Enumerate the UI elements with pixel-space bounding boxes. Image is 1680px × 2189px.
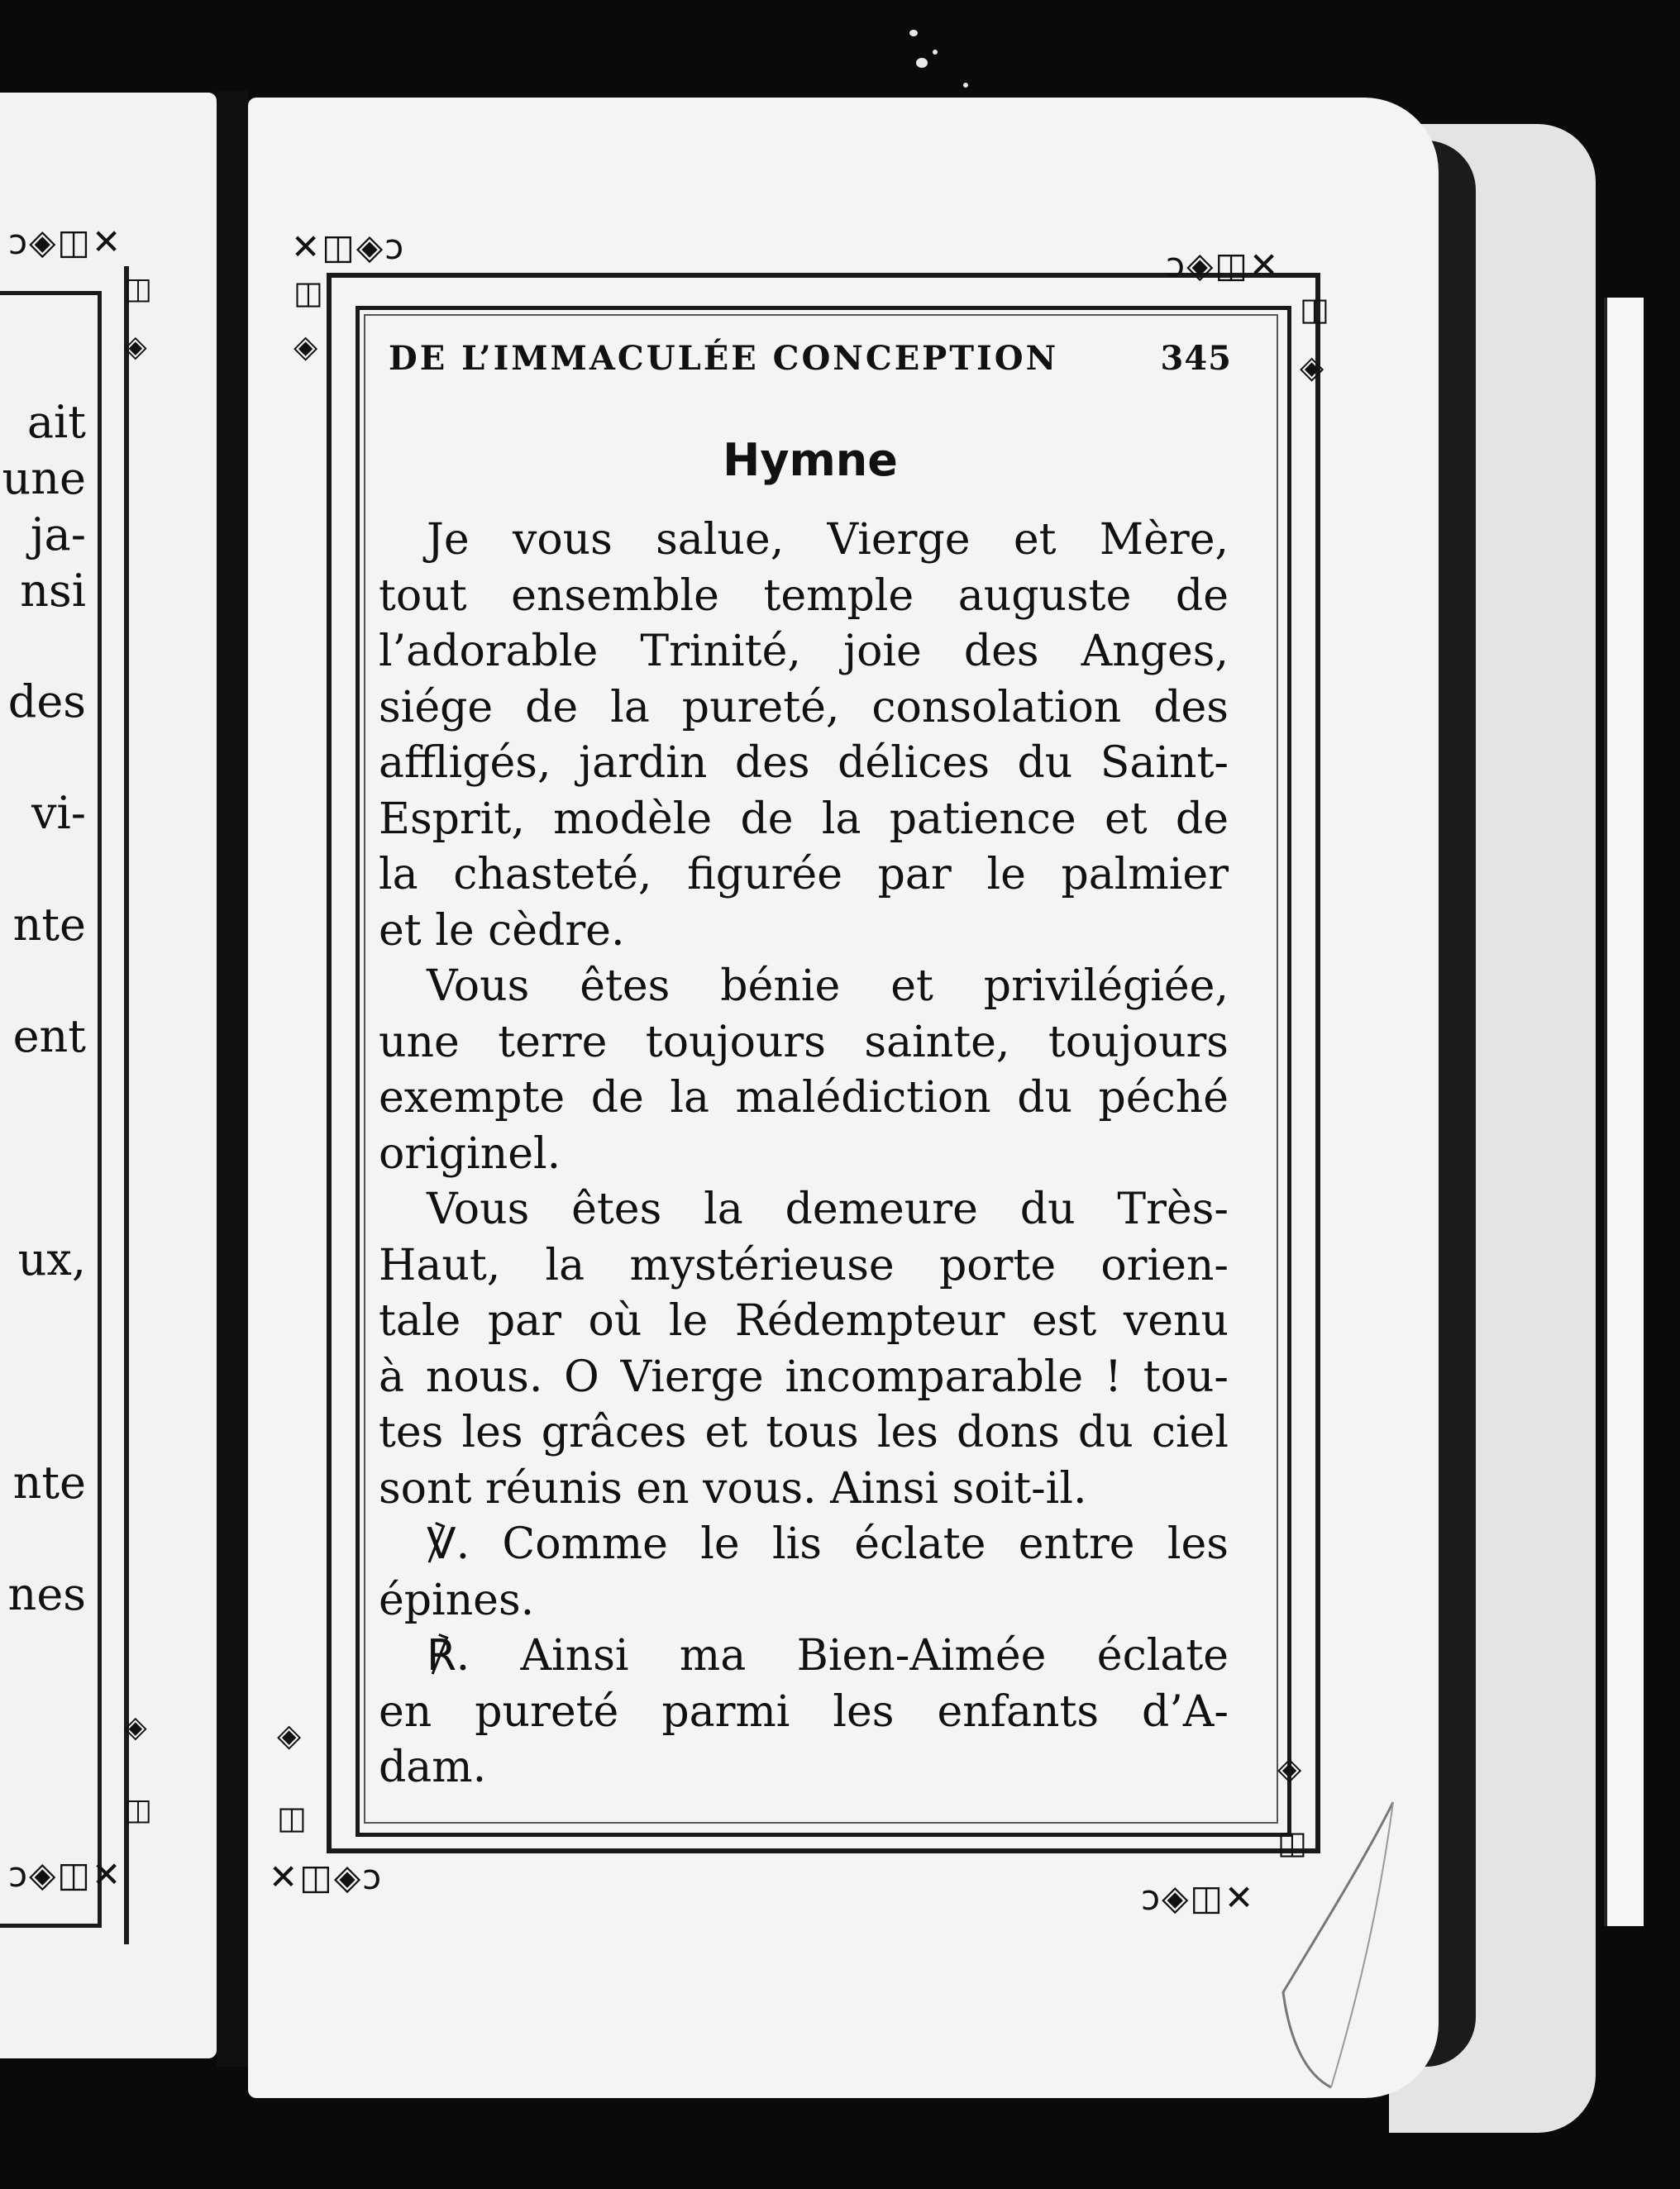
left-fragment: nes (7, 1568, 86, 1620)
text-line: l’adorable Trinité, joie des Anges, (379, 627, 1229, 676)
left-fragment: vi- (31, 787, 86, 839)
text-line: Haut, la mystérieuse porte orien- (379, 1240, 1229, 1290)
text-line: Je vous salue, Vierge et Mère, (427, 515, 1229, 565)
left-fragment: ent (12, 1010, 86, 1062)
text-line: sont réunis en vous. Ainsi soit-il. (379, 1463, 1087, 1514)
left-fragment: nte (12, 899, 86, 951)
left-fragment: ja- (30, 508, 86, 560)
text-line: exempte de la malédiction du péché (379, 1073, 1229, 1123)
text-line: affligés, jardin des délices du Saint- (379, 738, 1229, 788)
left-fragment: une (2, 452, 86, 504)
left-fragment: des (7, 675, 86, 727)
text-line: Vous êtes bénie et privilégiée, (427, 961, 1229, 1011)
left-fragment: nte (12, 1457, 86, 1509)
ornament-left-side-top: ◫ (124, 272, 155, 306)
left-fragment: ait (26, 396, 86, 448)
text-line: et le cèdre. (379, 905, 625, 956)
text-line: à nous. O Vierge incomparable ! tou- (379, 1352, 1229, 1402)
ornament-left-side-top2: ◈ (124, 330, 149, 364)
running-head (389, 339, 1232, 378)
hymn-text (379, 513, 1229, 1796)
ornament-top-left-side2: ◈ (294, 328, 320, 365)
text-line: tout ensemble temple auguste de (379, 570, 1229, 621)
ornament-bottom-right: ↄ◈◫✕ (1141, 1877, 1256, 1918)
ornament-bottom-left-side: ◈ (277, 1717, 303, 1753)
page-edge-strip (1604, 298, 1644, 1926)
ornament-left-top: ↄ◈◫✕ (8, 222, 123, 262)
text-line: ℟. Ainsi ma Bien-Aimée éclate (427, 1631, 1229, 1681)
text-line: tes les grâces et tous les dons du ciel (379, 1408, 1229, 1457)
text-line: Vous êtes la demeure du Très- (427, 1185, 1229, 1234)
ornament-top-right-side: ◫ (1300, 291, 1331, 327)
book-gutter (217, 91, 248, 2067)
text-line: tale par où le Rédempteur est venu (379, 1296, 1229, 1346)
left-fragment: ux, (17, 1233, 86, 1285)
left-fragment: nsi (20, 565, 86, 617)
ornament-bottom-left: ✕◫◈ↄ (269, 1857, 384, 1897)
text-line: siége de la pureté, consolation des (379, 682, 1229, 732)
text-line: en pureté parmi les enfants d’A- (379, 1686, 1229, 1737)
text-line: épines. (379, 1575, 535, 1625)
ornament-bottom-right-side: ◈ (1277, 1750, 1304, 1786)
ornament-top-left: ✕◫◈ↄ (291, 227, 406, 267)
running-head-title: DE L’IMMACULÉE CONCEPTION (389, 339, 1059, 378)
text-line: une terre toujours sainte, toujours (379, 1017, 1229, 1067)
ornament-left-side-bottom: ◈ (124, 1710, 149, 1744)
text-line: ℣. Comme le lis éclate entre les (427, 1519, 1229, 1569)
hymn-title: Hymne (723, 434, 898, 486)
ornament-top-left-side: ◫ (294, 274, 325, 311)
ornament-left-bottom: ↄ◈◫✕ (8, 1854, 123, 1895)
text-line: la chasteté, figurée par le palmier (379, 850, 1229, 899)
text-line: Esprit, modèle de la patience et de (379, 794, 1229, 844)
left-page (0, 93, 217, 2058)
page-corner-fold (1273, 1794, 1406, 2091)
ornament-top-right: ↄ◈◫✕ (1166, 245, 1281, 285)
ornament-bottom-left-side2: ◫ (277, 1800, 308, 1836)
ornament-left-side-bottom2: ◫ (124, 1793, 155, 1827)
text-line: dam. (379, 1743, 487, 1792)
ornament-top-right-side2: ◈ (1300, 349, 1326, 385)
page-number: 345 (1160, 339, 1232, 378)
text-line: originel. (379, 1128, 561, 1179)
ornament-bottom-right-side2: ◫ (1277, 1824, 1309, 1861)
